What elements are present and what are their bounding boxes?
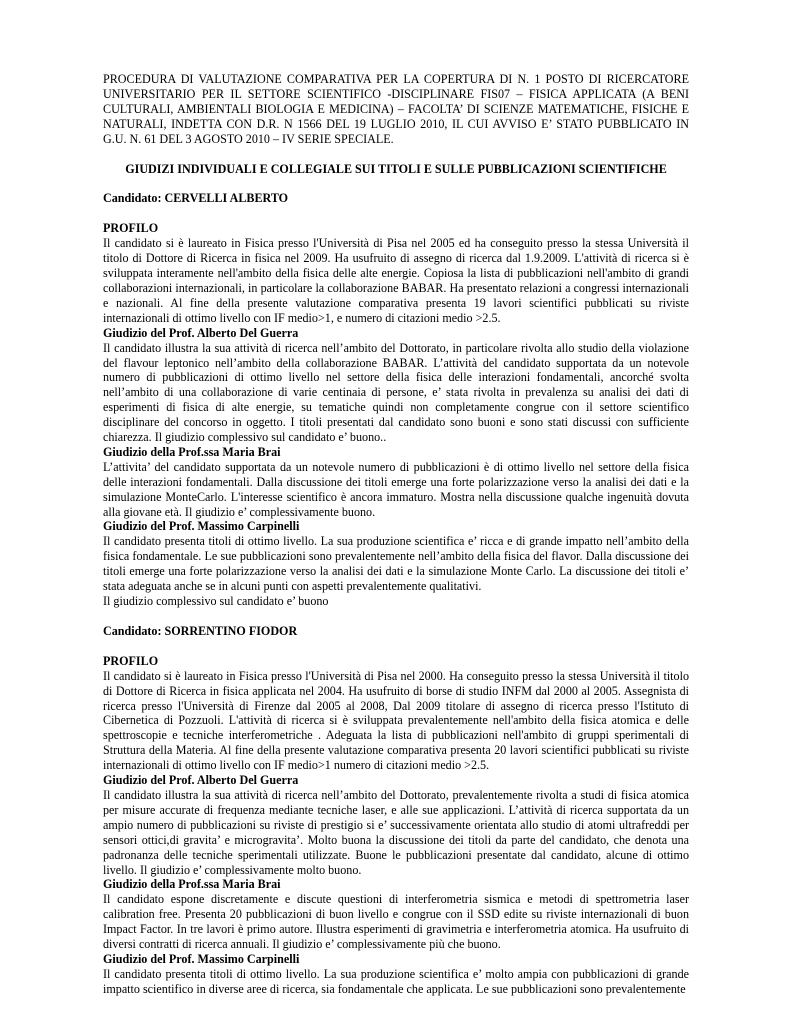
judgment-text: Il candidato presenta titoli di ottimo livello. La sua produzione scientifica e’ molto ampia con pubblicazioni di grande impatto scientifico in diverse aree di ricerca, sia fondamentale che applicata. Le sue pubblicazioni sono prevalentemente — [103, 966, 689, 996]
judgment-heading: Giudizio della Prof.ssa Maria Brai — [103, 877, 281, 892]
document-title: GIUDIZI INDIVIDUALI E COLLEGIALE SUI TITOLI E SULLE PUBBLICAZIONI SCIENTIFICHE — [125, 161, 667, 176]
judgment-heading: Giudizio della Prof.ssa Maria Brai — [103, 444, 281, 459]
judgment-text: L’attivita’ del candidato supportata da un notevole numero di pubblicazioni è di ottimo livello nel settore della fisica delle interazioni fondamentali. Dalla discussione dei titoli emerge una forte polarizzazione verso la analisi dei dati e la simulazione MonteCarlo. L'interesse scientifico è ancora immaturo. Mostra nella discussione qualche ingenuità dovuta alla giovane età. Il giudizio e’ complessivamente buono. — [103, 459, 689, 519]
judgment-heading: Giudizio del Prof. Alberto Del Guerra — [103, 325, 299, 340]
judgment-text: Il candidato illustra la sua attività di ricerca nell’ambito del Dottorato, prevalentemente rivolta a studi di fisica atomica per misure accurate di frequenza mediante tecniche laser, e alle sue applicazioni. L’attività di ricerca supportata da un ampio numero di pubblicazioni su riviste di prestigio si e’ successivamente orientata allo studio di atomi ultrafreddi per sensori ottici,di gravita’ e microgravita’. Molto buona la discussione dei titoli da parte del candidato, che denota una padronanza delle tecniche sperimentali utilizzate. Buone le pubblicazioni presentate dal candidato, alcune di ottimo livello. Il giudizio e’ complessivamente molto buono. — [103, 787, 689, 877]
document-page — [103, 72, 689, 997]
judgment-text: Il candidato illustra la sua attività di ricerca nell’ambito del Dottorato, in particolare rivolta allo studio della violazione del flavour leptonico nell’ambito della collaborazione BABAR. L’attività del candidato supportata da un notevole numero di pubblicazioni di ottimo livello nel settore della fisica delle interazioni fondamentali, ancorché svolta nell’ambito di una collaborazione di varie centinaia di persone, e’ stata rivolta in prevalenza su analisi dei dati di esperimenti di fisica di alte energie, su tematiche quindi non completamente congrue con il settore scientifico disciplinare del concorso in oggetto. I titoli presentati dal candidato sono buoni e sono stati discussi con sufficiente chiarezza. Il giudizio complessivo sul candidato e’ buono.. — [103, 340, 689, 445]
profile-heading: PROFILO — [103, 653, 159, 668]
candidate-heading: Candidato: CERVELLI ALBERTO — [103, 191, 289, 206]
candidate-heading: Candidato: SORRENTINO FIODOR — [103, 623, 298, 638]
judgment-text: Il candidato presenta titoli di ottimo livello. La sua produzione scientifica e’ ricca e di grande impatto nell’ambito della fisica fondamentale. Le sue pubblicazioni sono prevalentemente nell’ambito della fisica del flavor. Dalla discussione dei titoli emerge una forte polarizzazione verso la analisi dei dati e la simulazione Monte Carlo. La discussione dei titoli e’ stata adeguata anche se in alcuni punti con aspetti prevalentemente qualitativi. — [103, 534, 689, 594]
judgment-heading: Giudizio del Prof. Massimo Carpinelli — [103, 519, 300, 534]
profile-text: Il candidato si è laureato in Fisica presso l'Università di Pisa nel 2000. Ha conseguito presso la stessa Università il titolo di Dottore di Ricerca in fisica applicata nel 2004. Ha usufruito di borse di studio INFM dal 2000 al 2005. Assegnista di ricerca presso l'Università di Firenze dal 2005 al 2008, Dal 2009 titolare di assegno di ricerca presso l'Istituto di Cibernetica di Pozzuoli. L'attività di ricerca si è sviluppata prevalentemente nell'ambito della fisica atomica e delle spettroscopie e tecniche interferometriche . Adeguata la lista di pubblicazioni nell'ambito di gruppi sperimentali di Struttura della Materia. Al fine della presente valutazione comparativa presenta 20 lavori scientifici pubblicati su riviste internazionali di ottimo livello con IF medio>1 numero di citazioni medio >2.5. — [103, 668, 689, 773]
judgment-closing: Il giudizio complessivo sul candidato e’ buono — [103, 594, 329, 608]
judgment-heading: Giudizio del Prof. Alberto Del Guerra — [103, 773, 299, 788]
profile-text: Il candidato si è laureato in Fisica presso l'Università di Pisa nel 2005 ed ha conseguito presso la stessa Università il titolo di Dottore di Ricerca in fisica nel 2009. Ha usufruito di assegno di ricerca dal 1.9.2009. L'attività di ricerca si è sviluppata interamente nell'ambito della fisica delle alte energie. Copiosa la lista di pubblicazioni nell'ambito di grandi collaborazioni internazionali, in particolare la collaborazione BABAR. Ha presentato relazioni a congressi internazionali e nazionali. Al fine della presente valutazione comparativa presenta 19 lavori scientifici pubblicati su riviste internazionali di ottimo livello con IF medio>1, e numero di citazioni medio >2.5. — [103, 236, 689, 325]
profile-heading: PROFILO — [103, 221, 159, 236]
judgment-text: Il candidato espone discretamente e discute questioni di interferometria sismica e metodi di spettrometria laser calibration free. Presenta 20 pubblicazioni di buon livello e congrue con il SSD edite su riviste internazionali di buon Impact Factor. In tre lavori è primo autore. Illustra esperimenti di gravimetria e interferometria atomica. Ha usufruito di diversi contratti di ricerca annuali. Il giudizio e’ complessivamente più che buono. — [103, 892, 689, 952]
judgment-heading: Giudizio del Prof. Massimo Carpinelli — [103, 951, 300, 966]
procedure-header: PROCEDURA DI VALUTAZIONE COMPARATIVA PER LA COPERTURA DI N. 1 POSTO DI RICERCATORE UNIVERSITARIO PER IL SETTORE SCIENTIFICO -DISCIPLINARE FIS07 – FISICA APPLICATA (A BENI CULTURALI, AMBIENTALI BIOLOGIA E MEDICINA) – FACOLTA’ DI SCIENZE MATEMATICHE, FISICHE E NATURALI, INDETTA CON D.R. N 1566 DEL 19 LUGLIO 2010, IL CUI AVVISO E’ STATO PUBBLICATO IN G.U. N. 61 DEL 3 AGOSTO 2010 – IV SERIE SPECIALE. — [103, 72, 689, 146]
